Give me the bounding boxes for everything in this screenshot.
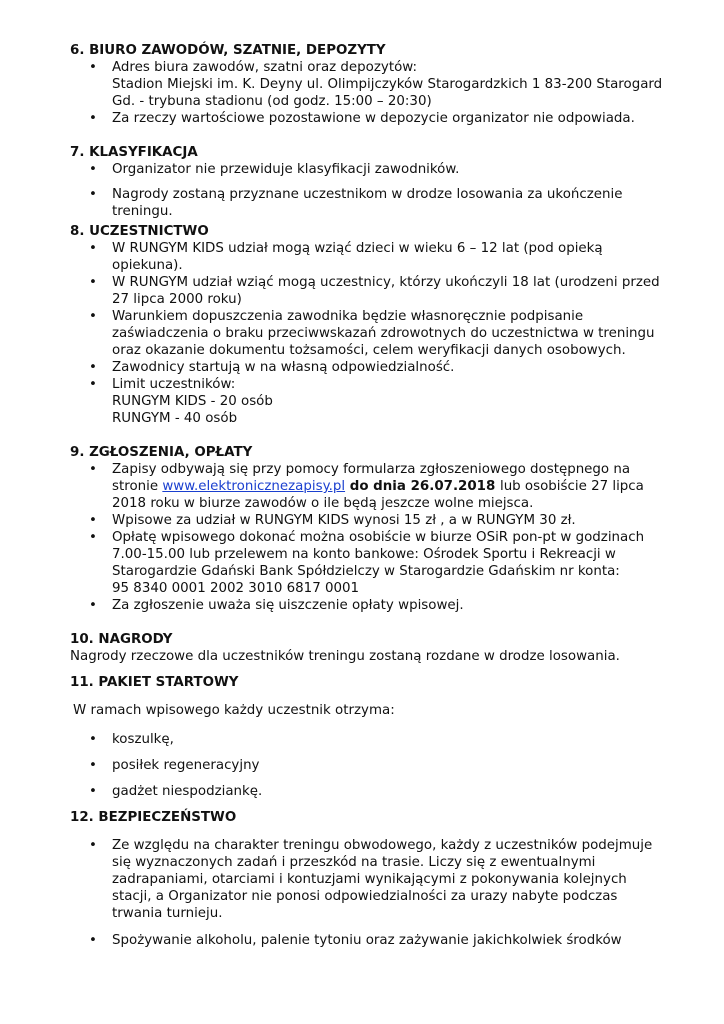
list-item-text: Zapisy odbywają się przy pomocy formularza zgłoszeniowego dostępnego na	[112, 462, 631, 477]
list-item-text: Nagrody zostaną przyznane uczestnikom w drodze losowania za ukończenie	[112, 187, 623, 202]
list-item-text: Ze względu na charakter treningu obwodowego, każdy z uczestników podejmuje	[112, 838, 653, 853]
section-7-list	[70, 161, 670, 220]
bullet-icon: •	[89, 513, 97, 528]
list-item-text	[112, 478, 670, 495]
section-6-list	[70, 59, 670, 127]
list-item-text: 95 8340 0001 2002 3010 6817 0001	[112, 581, 360, 596]
section-9-list	[70, 461, 670, 614]
list-item-text: 2018 roku w biurze zawodów o ile będą jeszcze wolne miejsca.	[112, 496, 534, 511]
list-item-text: posiłek regeneracyjny	[112, 758, 260, 773]
section-8	[70, 223, 670, 427]
list-item	[70, 161, 670, 178]
list-item-text: Za zgłoszenie uważa się uiszczenie opłaty wpisowej.	[112, 598, 464, 613]
section-11-intro: W ramach wpisowego każdy uczestnik otrzyma:	[73, 703, 395, 718]
list-item-text: Spożywanie alkoholu, palenie tytoniu oraz zażywanie jakichkolwiek środków	[112, 933, 622, 948]
list-item	[70, 461, 670, 512]
section-6	[70, 42, 670, 127]
list-item-text: Adres biura zawodów, szatni oraz depozytów:	[112, 60, 417, 75]
bullet-icon: •	[89, 187, 97, 202]
list-item-text: oraz okazanie dokumentu tożsamości, celem weryfikacji danych osobowych.	[112, 343, 626, 358]
section-6-title: 6. BIURO ZAWODÓW, SZATNIE, DEPOZYTY	[70, 43, 386, 58]
section-7	[70, 144, 670, 220]
list-item	[70, 731, 670, 748]
list-item-text: Za rzeczy wartościowe pozostawione w depozycie organizator nie odpowiada.	[112, 111, 635, 126]
list-item-text: W RUNGYM udział wziąć mogą uczestnicy, którzy ukończyli 18 lat (urodzeni przed	[112, 275, 660, 290]
section-8-list	[70, 240, 670, 427]
list-item-text: 27 lipca 2000 roku)	[112, 292, 242, 307]
list-item-text: treningu.	[112, 204, 173, 219]
bullet-icon: •	[89, 162, 97, 177]
list-item-text: Limit uczestników:	[112, 377, 236, 392]
list-item	[70, 512, 670, 529]
list-item-text: trwania turnieju.	[112, 906, 223, 921]
list-item	[70, 757, 670, 774]
bullet-icon: •	[89, 732, 97, 747]
list-item	[70, 359, 670, 376]
document-page	[70, 42, 670, 949]
list-item-text: opiekuna).	[112, 258, 183, 273]
list-item-text-prefix: stronie	[112, 479, 163, 494]
list-item-text: koszulkę,	[112, 732, 174, 747]
list-item-text: 7.00-15.00 lub przelewem na konto bankowe: Ośrodek Sportu i Rekreacji w	[112, 547, 616, 562]
section-12	[70, 809, 670, 949]
list-item	[70, 597, 670, 614]
list-item-text: RUNGYM - 40 osób	[112, 411, 238, 426]
list-item	[70, 783, 670, 800]
list-item-text: Gd. - trybuna stadionu (od godz. 15:00 – 20:30)	[112, 94, 432, 109]
list-item-text: Starogardzie Gdański Bank Spółdzielczy w Starogardzie Gdańskim nr konta:	[112, 564, 620, 579]
list-item-text: Zawodnicy startują w na własną odpowiedzialność.	[112, 360, 455, 375]
bullet-icon: •	[89, 462, 97, 477]
list-item	[70, 110, 670, 127]
bullet-icon: •	[89, 360, 97, 375]
bullet-icon: •	[89, 309, 97, 324]
section-9-title: 9. ZGŁOSZENIA, OPŁATY	[70, 445, 253, 460]
bullet-icon: •	[89, 111, 97, 126]
bullet-icon: •	[89, 377, 97, 392]
list-item-text: gadżet niespodziankę.	[112, 784, 263, 799]
list-item-text-suffix: lub osobiście 27 lipca	[499, 479, 644, 494]
section-9	[70, 444, 670, 614]
section-11-title: 11. PAKIET STARTOWY	[70, 675, 239, 690]
bullet-icon: •	[89, 933, 97, 948]
section-8-title: 8. UCZESTNICTWO	[70, 224, 209, 239]
section-12-title: 12. BEZPIECZEŃSTWO	[70, 810, 237, 825]
list-item-text: W RUNGYM KIDS udział mogą wziąć dzieci w wieku 6 – 12 lat (pod opieką	[112, 241, 603, 256]
list-item	[70, 376, 670, 427]
list-item-text: zadrapaniami, otarciami i kontuzjami wynikającymi z pokonywania kolejnych	[112, 872, 627, 887]
list-item-text: się wyznaczonych zadań i przeszkód na trasie. Liczy się z ewentualnymi	[112, 855, 596, 870]
list-item-text: Organizator nie przewiduje klasyfikacji zawodników.	[112, 162, 460, 177]
list-item	[70, 274, 670, 308]
list-item-text: Opłatę wpisowego dokonać można osobiście w biurze OSiR pon-pt w godzinach	[112, 530, 645, 545]
section-11-list	[70, 731, 670, 800]
list-item-text: Warunkiem dopuszczenia zawodnika będzie własnoręcznie podpisanie	[112, 309, 584, 324]
list-item-text: Stadion Miejski im. K. Deyny ul. Olimpijczyków Starogardzkich 1 83-200 Starogard	[112, 77, 663, 92]
bullet-icon: •	[89, 530, 97, 545]
registration-link[interactable]: www.elektronicznezapisy.pl	[162, 479, 346, 494]
bullet-icon: •	[89, 60, 97, 75]
list-item	[70, 932, 670, 949]
bullet-icon: •	[89, 838, 97, 853]
bullet-icon: •	[89, 598, 97, 613]
list-item	[70, 59, 670, 110]
bullet-icon: •	[89, 275, 97, 290]
section-10-text: Nagrody rzeczowe dla uczestników treningu zostaną rozdane w drodze losowania.	[70, 649, 620, 664]
deadline-text: do dnia 26.07.2018	[345, 479, 500, 494]
bullet-icon: •	[89, 241, 97, 256]
list-item-text: Wpisowe za udział w RUNGYM KIDS wynosi 15 zł , a w RUNGYM 30 zł.	[112, 513, 576, 528]
list-item	[70, 837, 670, 922]
section-11	[70, 674, 670, 800]
list-item	[70, 529, 670, 597]
bullet-icon: •	[89, 784, 97, 799]
section-12-list	[70, 837, 670, 949]
section-7-title: 7. KLASYFIKACJA	[70, 145, 198, 160]
list-item	[70, 240, 670, 274]
list-item	[70, 308, 670, 359]
list-item	[70, 186, 670, 220]
list-item-text: RUNGYM KIDS - 20 osób	[112, 394, 273, 409]
section-10	[70, 631, 670, 665]
list-item-text: zaświadczenia o braku przeciwwskazań zdrowotnych do uczestnictwa w treningu	[112, 326, 655, 341]
section-10-title: 10. NAGRODY	[70, 632, 173, 647]
list-item-text: stacji, a Organizator nie ponosi odpowiedzialności za urazy nabyte podczas	[112, 889, 618, 904]
bullet-icon: •	[89, 758, 97, 773]
